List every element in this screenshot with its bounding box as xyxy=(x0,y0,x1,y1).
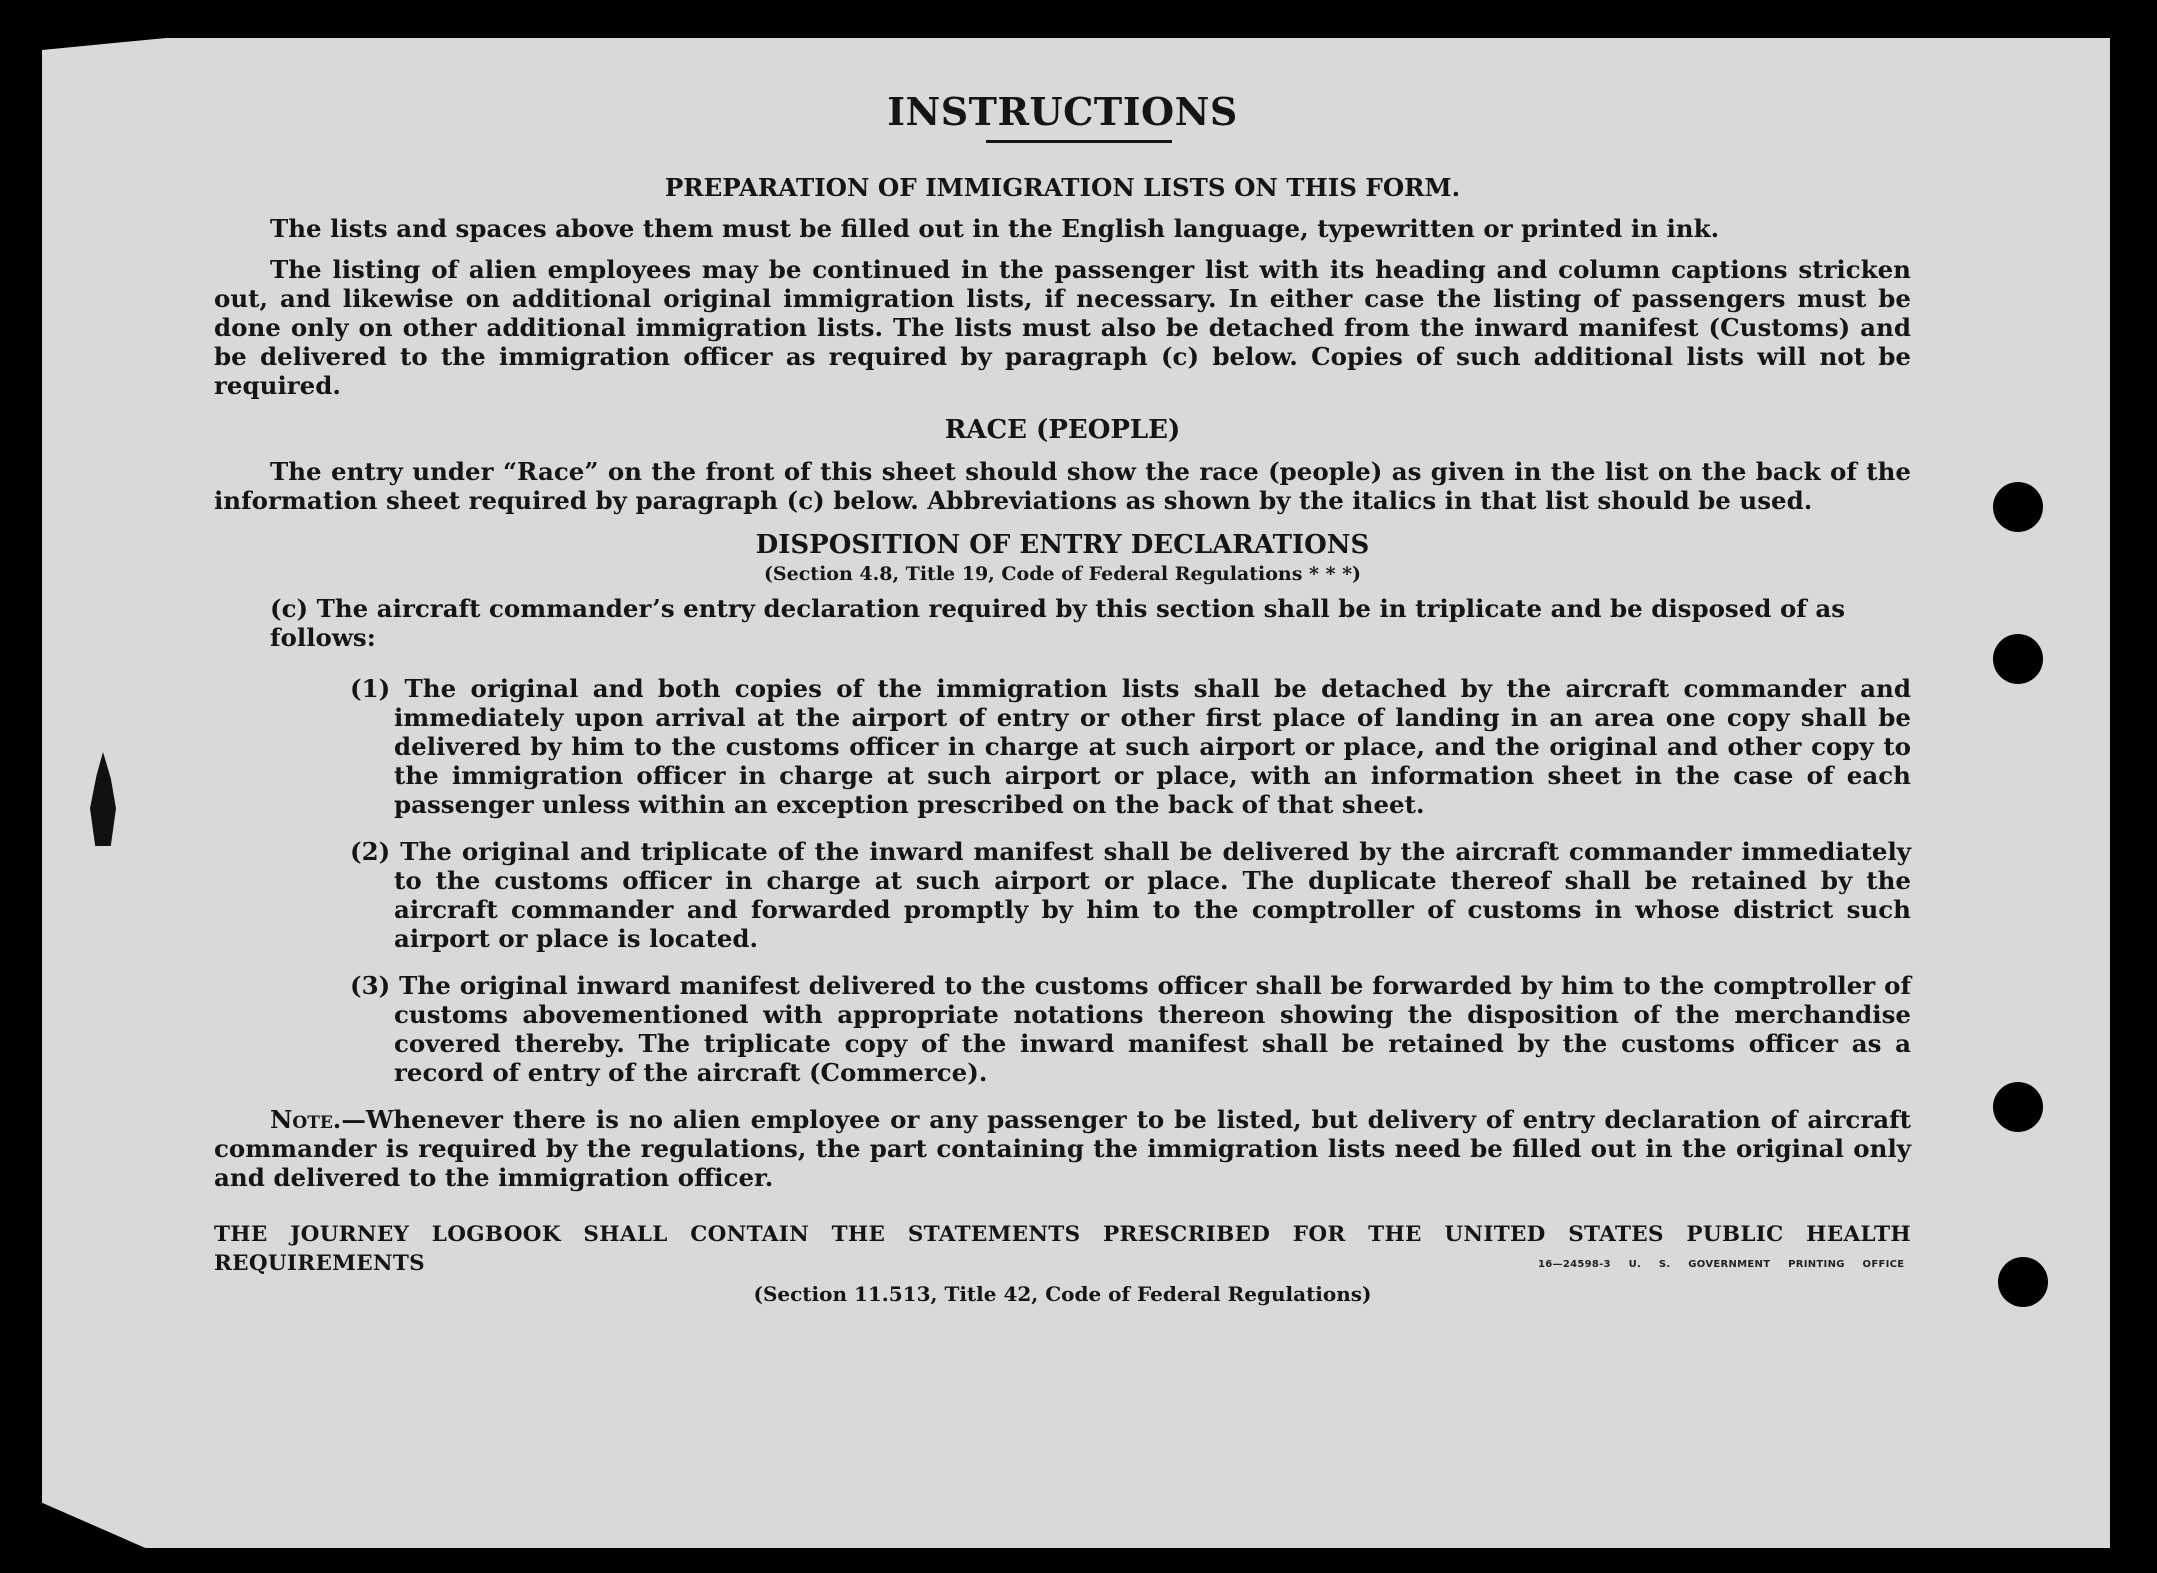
title-underline xyxy=(986,140,1172,143)
health-requirements-citation: (Section 11.513, Title 42, Code of Federal Regulations) xyxy=(753,1282,1372,1306)
punch-hole xyxy=(1993,482,2043,532)
printing-office-imprint: 16—24598-3 U. S. GOVERNMENT PRINTING OFFICE xyxy=(1538,1259,1905,1270)
section-heading-race: RACE (PEOPLE) xyxy=(944,415,1181,445)
paragraph-language: The lists and spaces above them must be filled out in the English language, typewritten or printed in ink. xyxy=(270,214,1720,243)
paragraph-race: The entry under “Race” on the front of this sheet should show the race (people) as given in the list on the back of the information sheet required by paragraph (c) below. Abbreviations as shown by the italics in that list should be used. xyxy=(214,457,1911,515)
health-requirements-line: THE JOURNEY LOGBOOK SHALL CONTAIN THE STATEMENTS PRESCRIBED FOR THE UNITED STATES PUBLIC HEALTH REQUIREMENTS xyxy=(214,1222,1911,1276)
document-body xyxy=(214,88,1911,1309)
punch-hole xyxy=(1993,634,2043,684)
page-title: INSTRUCTIONS xyxy=(887,89,1238,134)
list-item: (1) The original and both copies of the immigration lists shall be detached by the aircraft commander and immediately upon arrival at the airport of entry or other first place of landing in an area one copy shall be delivered by him to the customs officer in charge at such airport or place, and the original and other copy to the immigration officer in charge at such airport or place, with an information sheet in the case of each passenger unless within an exception prescribed on the back of that sheet. xyxy=(350,674,1911,819)
list-item: (3) The original inward manifest delivered to the customs officer shall be forwarded by him to the comptroller of customs abovementioned with appropriate notations thereon showing the disposition of the merchandise covered thereby. The triplicate copy of the inward manifest shall be retained by the customs officer as a record of entry of the aircraft (Commerce). xyxy=(350,971,1911,1087)
note-label: Note. xyxy=(270,1105,342,1134)
clause-c: (c) The aircraft commander’s entry declaration required by this section shall be in triplicate and be disposed of as follows: xyxy=(270,594,1846,652)
note-paragraph xyxy=(214,1105,1911,1192)
punch-hole xyxy=(1993,1082,2043,1132)
section-citation: (Section 4.8, Title 19, Code of Federal Regulations * * *) xyxy=(763,563,1362,585)
list-item: (2) The original and triplicate of the inward manifest shall be delivered by the aircraft commander immediately to the customs officer in charge at such airport or place. The duplicate thereof shall be retained by the aircraft commander and forwarded promptly by him to the comptroller of customs in whose district such airport or place is located. xyxy=(350,837,1911,953)
punch-hole xyxy=(1998,1257,2048,1307)
note-text: —Whenever there is no alien employee or any passenger to be listed, but delivery of entry declaration of aircraft commander is required by the regulations, the part containing the immigration lists need be filled out in the original only and delivered to the immigration officer. xyxy=(214,1105,1911,1192)
section-heading-disposition: DISPOSITION OF ENTRY DECLARATIONS xyxy=(755,530,1370,560)
paragraph-alien-employees: The listing of alien employees may be continued in the passenger list with its heading and column captions stricken out, and likewise on additional original immigration lists, if necessary. In either case the listing of passengers must be done only on other additional immigration lists. The lists must also be detached from the inward manifest (Customs) and be delivered to the immigration officer as required by paragraph (c) below. Copies of such additional lists will not be required. xyxy=(214,255,1911,400)
section-heading-preparation: PREPARATION OF IMMIGRATION LISTS ON THIS FORM. xyxy=(664,173,1461,202)
